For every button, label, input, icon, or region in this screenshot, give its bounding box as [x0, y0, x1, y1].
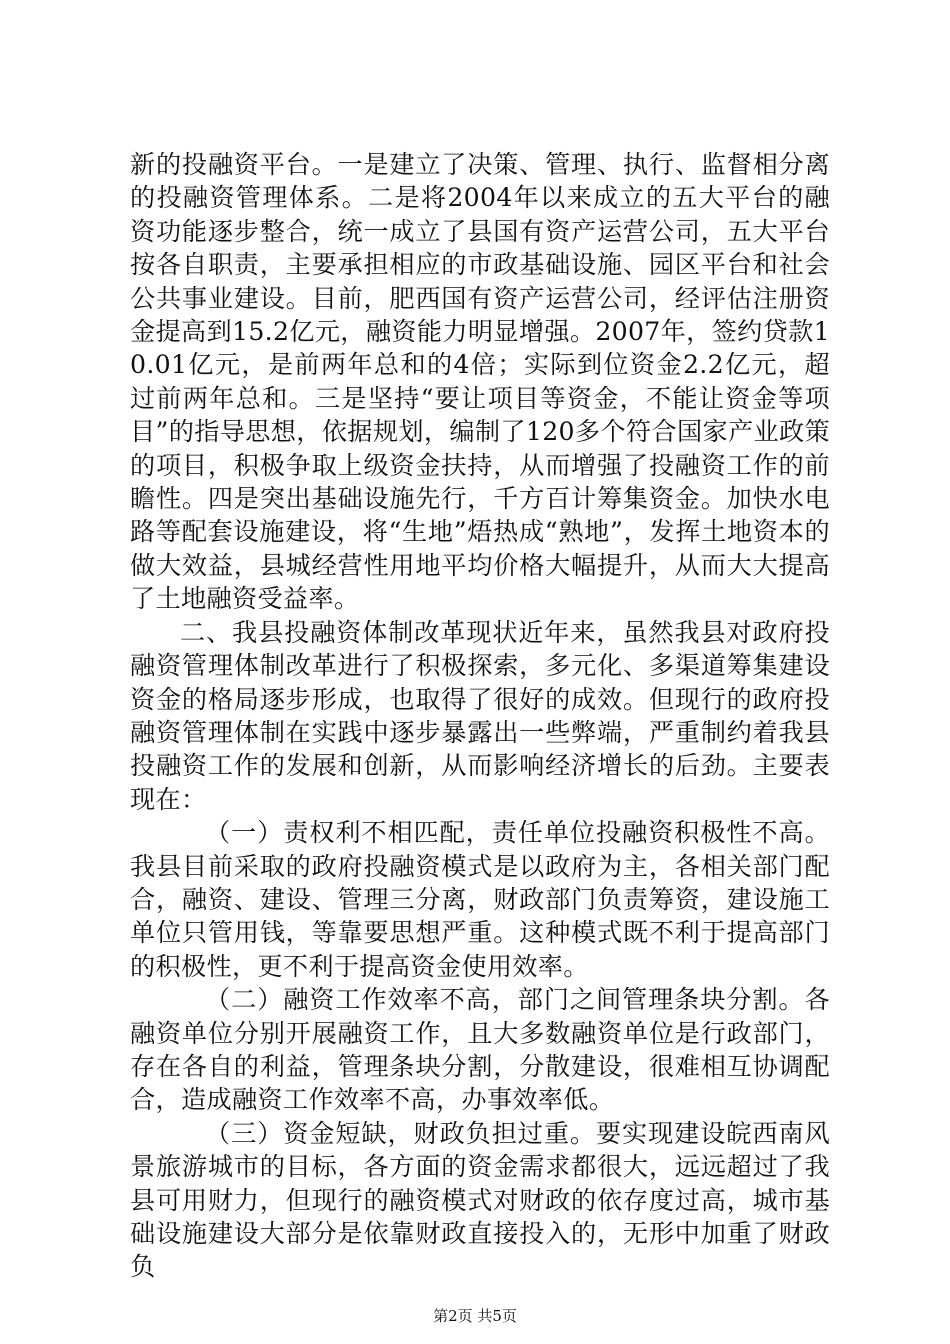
paragraph-issue-responsibility: （一）责权利不相匹配，责任单位投融资积极性不高。我县目前采取的政府投融资模式是以政府为主，各相关部门配合，融资、建设、管理三分离，财政部门负责筹资，建设施工单位只管用钱，等靠要思想严重。这种模式既不利于提高部门的积极性，更不利于提高资金使用效率。	[130, 818, 830, 981]
paragraph-reform-status: 二、我县投融资体制改革现状近年来，虽然我县对政府投融资管理体制改革进行了积极探索，多元化、多渠道筹集建设资金的格局逐步形成，也取得了很好的成效。但现行的政府投融资管理体制在实践中逐步暴露出一些弊端，严重制约着我县投融资工作的发展和创新，从而影响经济增长的后劲。主要表现在：	[130, 617, 830, 814]
paragraph-issue-funding: （三）资金短缺，财政负担过重。要实现建设皖西南风景旅游城市的目标，各方面的资金需求都很大，远远超过了我县可用财力，但现行的融资模式对财政的依存度过高，城市基础设施建设大部分是依靠财政直接投入的，无形中加重了财政负	[130, 1118, 830, 1282]
page-number-footer: 第2页 共5页	[433, 1307, 517, 1325]
paragraph-platform-overview: 新的投融资平台。一是建立了决策、管理、执行、监督相分离的投融资管理体系。二是将2004年以来成立的五大平台的融资功能逐步整合，统一成立了县国有资产运营公司，五大平台按各自职责，主要承担相应的市政基础设施、园区平台和社会公共事业建设。目前，肥西国有资产运营公司，经评估注册资金提高到15.2亿元，融资能力明显增强。2007年，签约贷款10.01亿元，是前两年总和的4倍；实际到位资金2.2亿元，超过前两年总和。三是坚持“要让项目等资金，不能让资金等项目”的指导思想，依据规划，编制了120多个符合国家产业政策的项目，积极争取上级资金扶持，从而增强了投融资工作的前瞻性。四是突出基础设施先行，千方百计筹集资金。加快水电路等配套设施建设，将“生地”焐热成“熟地”，发挥土地资本的做大效益，县城经营性用地平均价格大幅提升，从而大大提高了土地融资受益率。	[130, 150, 830, 614]
document-body	[130, 148, 830, 1284]
paragraph-issue-efficiency: （二）融资工作效率不高，部门之间管理条块分割。各融资单位分别开展融资工作，且大多数融资单位是行政部门，存在各自的利益，管理条块分割，分散建设，很难相互协调配合，造成融资工作效率不高，办事效率低。	[130, 985, 830, 1115]
